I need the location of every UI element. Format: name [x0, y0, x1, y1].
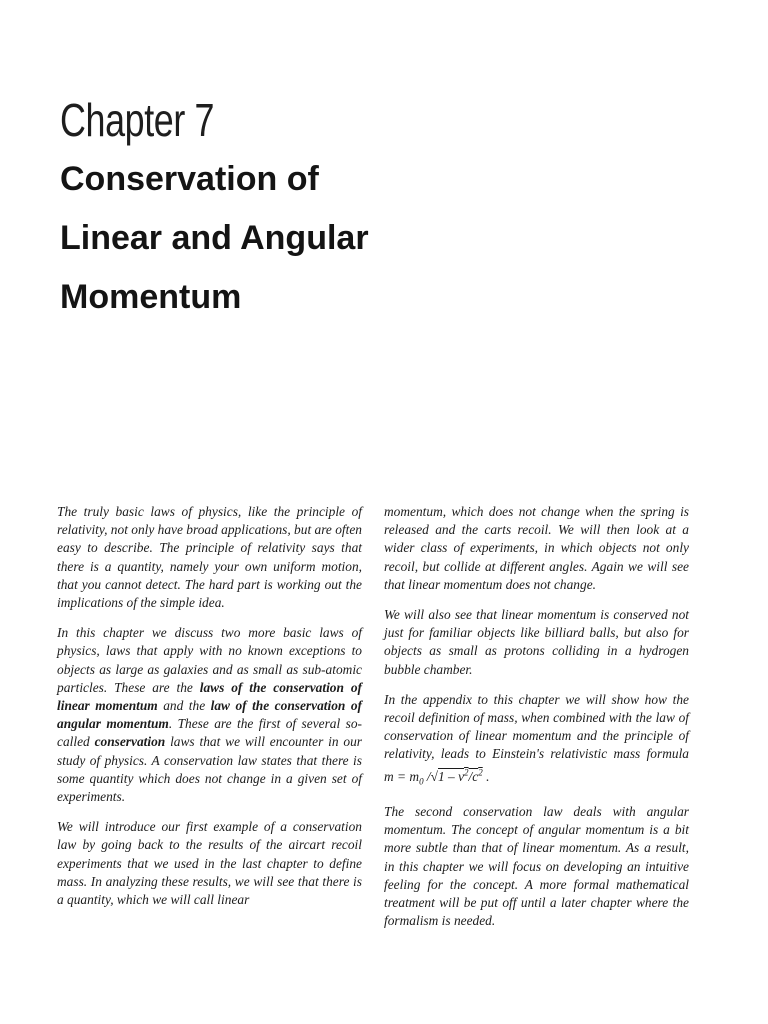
text-run: In this chapter we discuss two more basic laws of physics, laws that apply with no known exceptions to objects as large as galaxies and as small as sub-atomic particles. These are the [57, 625, 362, 695]
formula-subscript: 0 [419, 776, 424, 787]
text-run: and the [157, 698, 211, 714]
chapter-title-line: Linear and Angular [60, 219, 369, 257]
formula-operator: = [393, 769, 410, 785]
paragraph [384, 691, 689, 791]
right-text-column [384, 503, 689, 942]
paragraph: We will introduce our first example of a conservation law by going back to the results of the aircart recoil experiments that we used in the last chapter to define mass. In analyzing these results, we will see that there is a quantity, which we will call linear [57, 819, 362, 908]
text-run: . These are the first of several so-called [57, 716, 362, 750]
formula-symbol: /c [468, 769, 479, 785]
sqrt-icon: √ [430, 769, 439, 785]
formula-exponent: 2 [464, 767, 469, 778]
formula-symbol: m [384, 769, 394, 785]
paragraph: The truly basic laws of physics, like the principle of relativity, not only have broad applications, but are often easy to describe. The principle of relativity says that there is a quantity, namely your own uniform motion, that you cannot detect. The hard part is working out the implications of the simple idea. [57, 504, 362, 611]
formula-operator: / [423, 769, 431, 785]
formula-radicand [438, 769, 483, 784]
formula-symbol: 1 – v [438, 769, 465, 785]
chapter-header [60, 92, 660, 327]
paragraph: We will also see that linear momentum is conserved not just for familiar objects like billiard balls, but also for objects as small as protons colliding in a hydrogen bubble chamber. [384, 607, 689, 677]
bold-term: laws of the conservation of linear momentum [57, 679, 362, 714]
bold-term: law of the conservation of angular momentum [57, 698, 362, 732]
chapter-title [60, 150, 660, 327]
paragraph [57, 624, 362, 806]
formula-exponent: 2 [478, 767, 483, 778]
chapter-title-line: Conservation of [60, 160, 319, 198]
relativistic-mass-formula [384, 767, 490, 787]
formula-symbol: m [409, 769, 420, 785]
text-run: laws that we will encounter in our study of physics. A conservation law states that there is some quantity which does not change in a given set of experiments. [57, 734, 362, 805]
paragraph: The second conservation law deals with angular momentum. The concept of angular momentum is a bit more subtle than that of linear momentum. As a result, in this chapter we will focus on developing an intuitive feeling for the concept. A more formal mathematical treatment will be put off until a later chapter where the formalism is needed. [384, 803, 689, 929]
paragraph: momentum, which does not change when the spring is released and the carts recoil. We will then look at a wider class of experiments, in which objects not only recoil, but collide at different angles. Again we will see that linear momentum does not change. [384, 504, 689, 592]
chapter-title-line: Momentum [60, 278, 242, 316]
text-run: In the appendix to this chapter we will show how the recoil definition of mass, when combined with the law of conservation of linear momentum and the principle of relativity, leads to Einstein's relativistic mass formula [384, 691, 689, 762]
formula-period: . [482, 769, 490, 785]
chapter-number: Chapter 7 [60, 94, 215, 146]
left-text-column [57, 503, 362, 921]
bold-term: conservation [94, 734, 166, 750]
